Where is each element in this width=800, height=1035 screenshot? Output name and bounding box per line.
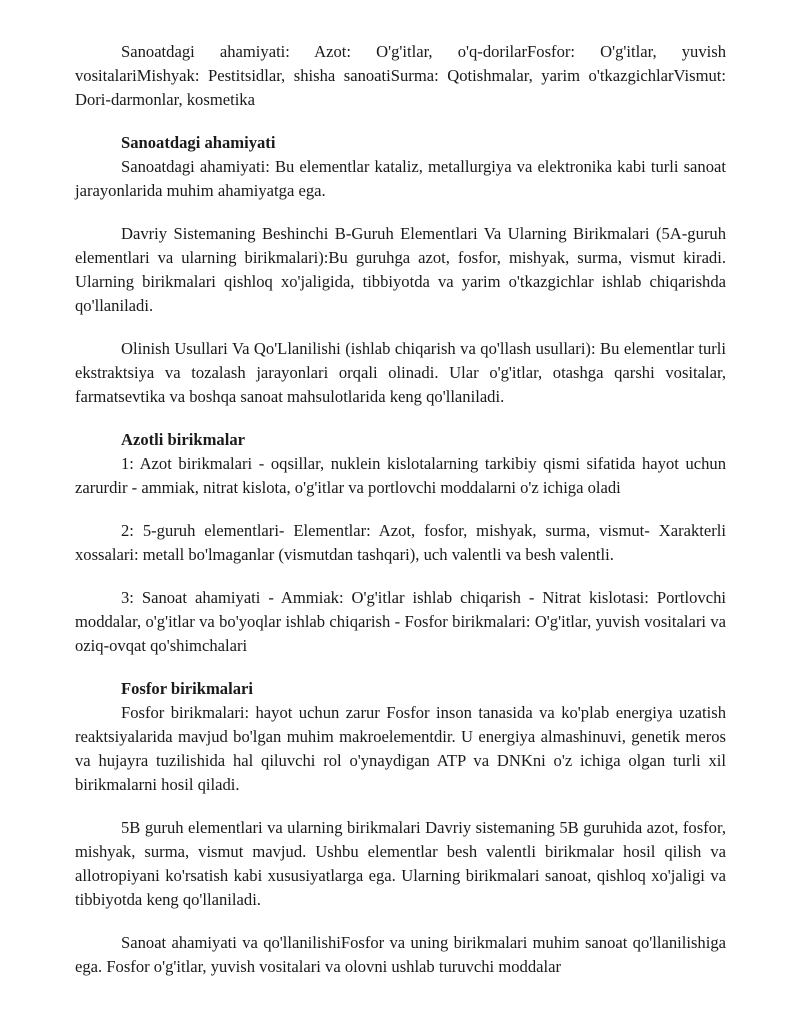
paragraph-phosphorus-compounds: Fosfor birikmalari: hayot uchun zarur Fosfor inson tanasida va ko'plab energiya uzatish reaktsiyalarida mavjud bo'lgan muhim makroelementdir. U energiya almashinuvi, genetik meros va hujayra tuzilishida hal qiluvchi rol o'ynaydigan ATP va DNKni o'z ichiga olgan turli xil birikmalarni hosil qiladi.	[75, 703, 726, 794]
paragraph-industrial-importance: Sanoatdagi ahamiyati: Bu elementlar kataliz, metallurgiya va elektronika kabi turli sanoat jarayonlarida muhim ahamiyatga ega.	[75, 157, 726, 200]
heading-azotli-birikmalar: Azotli birikmalar	[121, 430, 245, 449]
document-page	[75, 40, 726, 979]
paragraph-industrial-applications: Sanoat ahamiyati va qo'llanilishiFosfor va uning birikmalari muhim sanoat qo'llanilishiga ega. Fosfor o'g'itlar, yuvish vositalari va olovni ushlab turuvchi moddalar	[75, 933, 726, 976]
paragraph-group-5-elements: 2: 5-guruh elementlari- Elementlar: Azot, fosfor, mishyak, surma, vismut- Xarakterli xossalari: metall bo'lmaganlar (vismutdan tashqari), uch valentli va besh valentli.	[75, 521, 726, 564]
heading-sanoatdagi-ahamiyati: Sanoatdagi ahamiyati	[121, 133, 276, 152]
paragraph-industrial-significance: 3: Sanoat ahamiyati - Ammiak: O'g'itlar ishlab chiqarish - Nitrat kislotasi: Portlovchi moddalar, o'g'itlar va bo'yoqlar ishlab chiqarish - Fosfor birikmalari: O'g'itlar, yuvish vositalari va oziq-ovqat qo'shimchalari	[75, 588, 726, 655]
paragraph-industrial-uses-list: Sanoatdagi ahamiyati: Azot: O'g'itlar, o'q-dorilarFosfor: O'g'itlar, yuvish vositalariMishyak: Pestitsidlar, shisha sanoatiSurma: Qotishmalar, yarim o'tkazgichlarVismut: Dori-darmonlar, kosmetika	[75, 42, 726, 109]
paragraph-5b-group-compounds: 5B guruh elementlari va ularning birikmalari Davriy sistemaning 5B guruhida azot, fosfor, mishyak, surma, vismut mavjud. Ushbu elementlar besh valentli birikmalar hosil qilish va allotropiyani ko'rsatish kabi xususiyatlarga ega. Ularning birikmalari sanoat, qishloq xo'jaligi va tibbiyotda keng qo'llaniladi.	[75, 818, 726, 909]
paragraph-nitrogen-compounds: 1: Azot birikmalari - oqsillar, nuklein kislotalarning tarkibiy qismi sifatida hayot uchun zarurdir - ammiak, nitrat kislota, o'g'itlar va portlovchi moddalarni o'z ichiga oladi	[75, 454, 726, 497]
paragraph-production-methods: Olinish Usullari Va Qo'Llanilishi (ishlab chiqarish va qo'llash usullari): Bu elementlar turli ekstraktsiya va tozalash jarayonlari orqali olinadi. Ular o'g'itlar, otashga qarshi vositalar, farmatsevtika va boshqa sanoat mahsulotlarida keng qo'llaniladi.	[75, 339, 726, 406]
heading-fosfor-birikmalari: Fosfor birikmalari	[121, 679, 253, 698]
paragraph-group-5b-elements: Davriy Sistemaning Beshinchi B-Guruh Elementlari Va Ularning Birikmalari (5A-guruh elementlari va ularning birikmalari):Bu guruhga azot, fosfor, mishyak, surma, vismut kiradi. Ularning birikmalari qishloq xo'jaligida, tibbiyotda va yarim o'tkazgichlar ishlab chiqarishda qo'llaniladi.	[75, 224, 726, 315]
